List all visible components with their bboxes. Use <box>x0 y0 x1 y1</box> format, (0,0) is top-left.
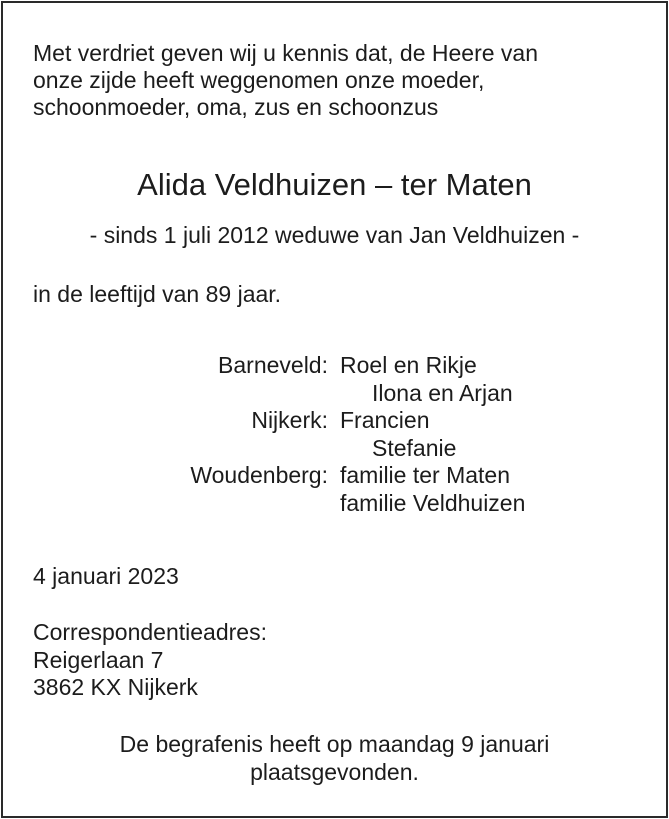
intro-line: Met verdriet geven wij u kennis dat, de Heere van <box>33 40 538 66</box>
announcement-date: 4 januari 2023 <box>33 563 179 589</box>
family-row <box>0 407 669 435</box>
correspondence-city: 3862 KX Nijkerk <box>33 674 198 700</box>
intro-line: onze zijde heeft weggenomen onze moeder, <box>33 67 485 93</box>
correspondence-street: Reigerlaan 7 <box>33 646 164 673</box>
family-row <box>0 380 669 408</box>
family-member: familie Veldhuizen <box>340 489 526 516</box>
family-row <box>0 435 669 463</box>
funeral-notice <box>0 730 669 786</box>
family-member: Roel en Rikje <box>340 352 477 378</box>
funeral-notice-line: De begrafenis heeft op maandag 9 januari <box>119 731 550 757</box>
family-member: familie ter Maten <box>340 462 511 489</box>
age-text: in de leeftijd van 89 jaar. <box>33 281 282 307</box>
family-place: Barneveld: <box>218 352 328 378</box>
family-row <box>0 462 669 490</box>
deceased-name: Alida Veldhuizen – ter Maten <box>137 167 532 202</box>
family-row <box>0 352 669 380</box>
family-row <box>0 490 669 518</box>
family-member: Francien <box>340 407 430 434</box>
correspondence-address <box>33 619 267 702</box>
family-list <box>0 352 669 518</box>
family-member: Ilona en Arjan <box>372 379 513 406</box>
family-member: Stefanie <box>372 434 457 461</box>
widow-subtitle: - sinds 1 juli 2012 weduwe van Jan Veldhuizen - <box>89 222 580 248</box>
intro-line: schoonmoeder, oma, zus en schoonzus <box>33 94 439 120</box>
family-place: Nijkerk: <box>251 407 328 434</box>
intro-text <box>33 40 538 121</box>
correspondence-label: Correspondentieadres: <box>33 619 267 645</box>
funeral-notice-line: plaatsgevonden. <box>250 759 419 785</box>
family-place: Woudenberg: <box>190 462 328 489</box>
